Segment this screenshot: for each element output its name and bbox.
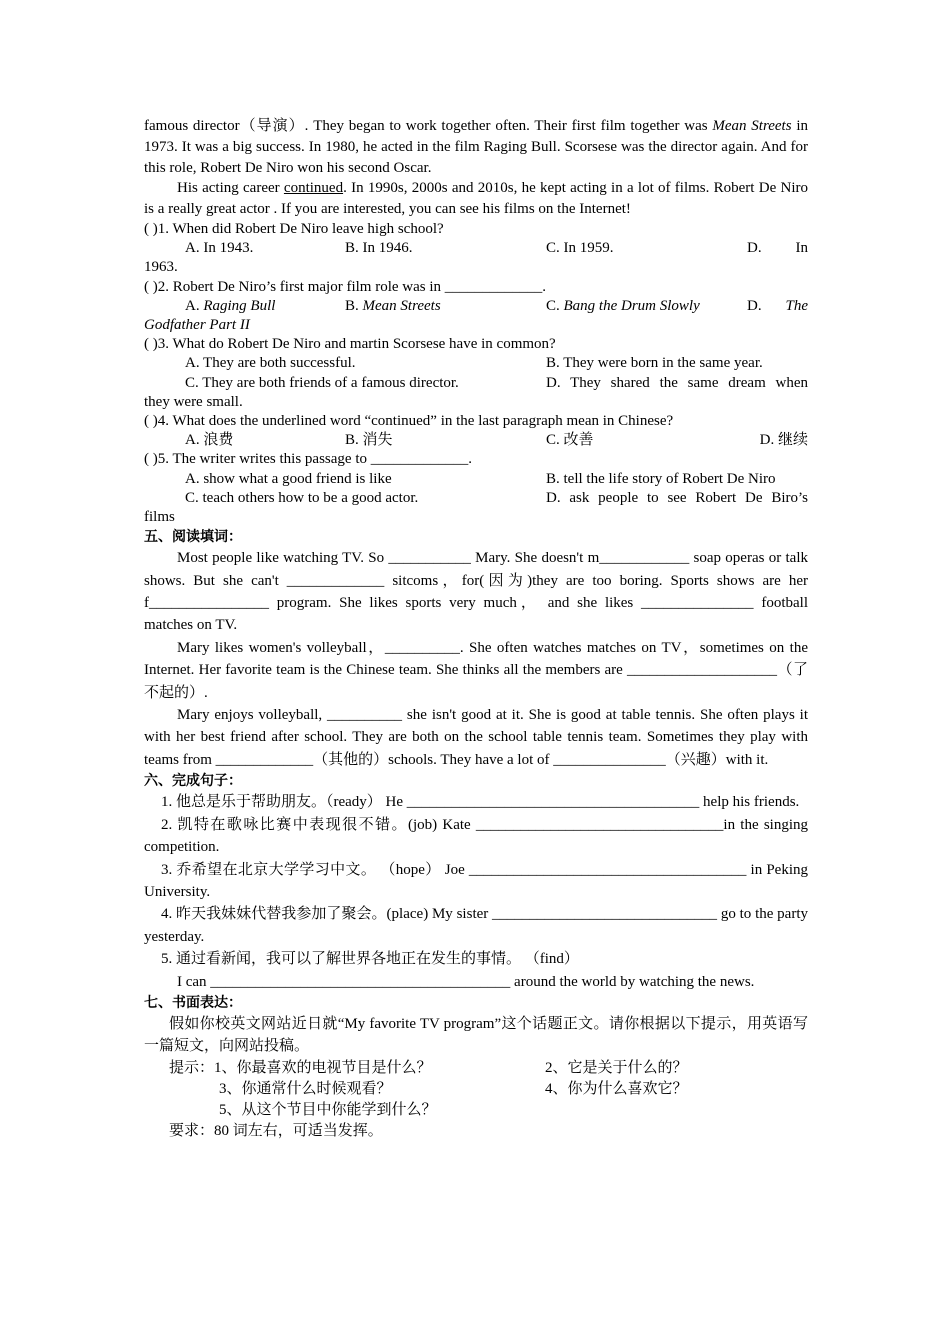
cloze-paragraph-1: Most people like watching TV. So ___________ Mary. She doesn't m____________ soap operas or talk shows. But she can't _____________ sitcoms，for(因为)they are too boring. Sports shows are her f________________ program. She likes sports very much， and she likes _______________ football matches on TV. <box>144 550 808 634</box>
cloze-paragraph-3: Mary enjoys volleyball, __________ she isn't good at it. She is good at table tennis. She often plays it with her best friend after school. They are both on the school table tennis team. Sometimes they play with teams from _____________（其他的）schools. They have a lot of _______________（兴趣）with it. <box>144 707 808 768</box>
question-3-options: A. They are both successful. B. They were born in the same year. C. They are both friends of a famous director. D. They shared the same dream when <box>185 355 808 391</box>
section-7-title: 七、书面表达： <box>144 994 242 1011</box>
sentence-5: 5. 通过看新闻，我可以了解世界各地正在发生的事情。 （find） <box>161 951 579 968</box>
section-5-title: 五、阅读填词： <box>144 529 242 546</box>
question-2-options: A. Raging Bull B. Mean Streets C. Bang the Drum Slowly D. The <box>185 297 808 314</box>
question-3: ( )3. What do Robert De Niro and martin Scorsese have in common? A. They are both successful. B. They were born in the same year. C. They are both friends of a famous director. D. They shared the same dream when they were small. <box>144 336 808 410</box>
passage-paragraph-2: His acting career continued. In 1990s, 2000s and 2010s, he kept acting in a lot of films. Robert De Niro is a really great actor . If you are interested, you can see his films on the Internet! <box>144 180 808 218</box>
writing-hints: 提示：1、你最喜欢的电视节目是什么？ 2、它是关于什么的？ 3、你通常什么时候观看？ 4、你为什么喜欢它？ 5、从这个节目中你能学到什么？ <box>169 1059 688 1118</box>
question-5-options: A. show what a good friend is like B. tell the life story of Robert De Niro C. teach others how to be a good actor. D. ask people to see Robert De Biro’s <box>185 470 808 506</box>
writing-requirement: 要求：80 词左右，可适当发挥。 <box>169 1122 383 1139</box>
section-6-title: 六、完成句子： <box>144 773 242 790</box>
sentence-3: 3. 乔希望在北京大学学习中文。 （hope） Joe _____________________________________ in Peking University. <box>144 861 808 900</box>
worksheet-page <box>144 116 808 1142</box>
question-2: ( )2. Robert De Niro’s first major film role was in _____________. A. Raging Bull B. Mean Streets C. Bang the Drum Slowly D. The Godfather Part II <box>144 278 808 333</box>
question-4: ( )4. What does the underlined word “continued” in the last paragraph mean in Chinese? A. 浪费 B. 消失 C. 改善 D. 继续 <box>144 412 808 450</box>
question-5: ( )5. The writer writes this passage to _____________. A. show what a good friend is like B. tell the life story of Robert De Niro C. teach others how to be a good actor. D. ask people to see Robert De Biro’s films <box>144 451 808 526</box>
question-1: ( )1. When did Robert De Niro leave high school? A. In 1943. B. In 1946. C. In 1959. D. In 1963. <box>144 220 808 276</box>
underlined-word: continued <box>283 180 344 197</box>
cloze-paragraph-2: Mary likes women's volleyball，__________. She often watches matches on TV，sometimes on the Internet. Her favorite team is the Chinese team. She thinks all the members are ____________________（了不起的）. <box>144 639 808 701</box>
writing-prompt: 假如你校英文网站近日就“My favorite TV program”这个话题正文。请你根据以下提示，用英语写一篇短文，向网站投稿。 <box>144 1015 808 1055</box>
question-1-options: A. In 1943. B. In 1946. C. In 1959. D. In <box>185 240 808 257</box>
question-4-options: A. 浪费 B. 消失 C. 改善 D. 继续 <box>185 432 808 449</box>
sentence-4: 4. 昨天我妹妹代替我参加了聚会。(place) My sister ______________________________ go to the party yesterday. <box>144 906 809 945</box>
sentence-2: 2. 凯特在歌咏比赛中表现很不错。(job) Kate _________________________________in the singing competition. <box>144 816 809 856</box>
sentence-1: 1. 他总是乐于帮助朋友。（ready） He _______________________________________ help his friends. <box>161 794 800 811</box>
passage-paragraph-1: famous director（导演）. They began to work together often. Their first film together was Mean Streets in 1973. It was a big success. In 1980, he acted in the film Raging Bull. Scorsese was the director again. And for this role, Robert De Niro won his second Oscar. <box>144 118 809 176</box>
sentence-5-line-2: I can ________________________________________ around the world by watching the news. <box>177 973 755 990</box>
